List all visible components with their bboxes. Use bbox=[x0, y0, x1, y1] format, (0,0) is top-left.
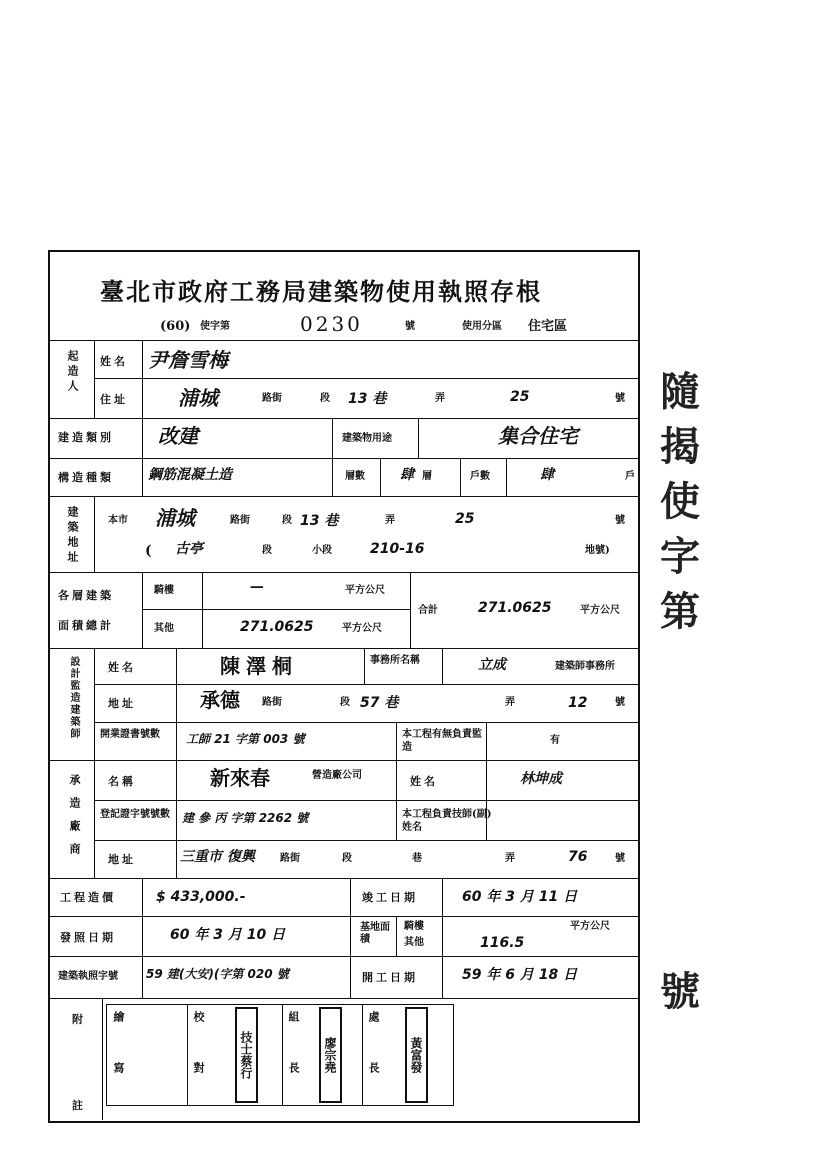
category-value: 改建 bbox=[158, 424, 198, 448]
applicant-name-label: 姓名 bbox=[100, 355, 128, 368]
site-area-sub-2: 其他 bbox=[404, 937, 424, 948]
cost-value: $ 433,000.- bbox=[156, 889, 246, 905]
structure-label: 構造種類 bbox=[58, 471, 114, 484]
contractor-name-label: 名稱 bbox=[108, 775, 136, 788]
annex-unit: 平方公尺 bbox=[345, 585, 385, 596]
permit-ref-label: 建築執照字號 bbox=[58, 971, 118, 982]
other-label: 其他 bbox=[154, 623, 174, 634]
stamp-head: 黃富發 bbox=[405, 1007, 428, 1103]
zone-label: 使用分區 bbox=[462, 321, 502, 332]
sig-col-chief: 組長 bbox=[287, 1011, 300, 1113]
start-label: 開工日期 bbox=[362, 971, 418, 984]
site-open-paren: ( bbox=[145, 543, 152, 559]
note-label-2: 註 bbox=[72, 1099, 86, 1112]
use-value: 集合住宅 bbox=[498, 424, 578, 448]
architect-addr-road: 路街 bbox=[262, 697, 282, 708]
permit-form bbox=[48, 250, 640, 1123]
permit-number: 0230 bbox=[300, 312, 363, 336]
total-label: 合計 bbox=[418, 605, 438, 616]
applicant-name: 尹詹雪梅 bbox=[148, 348, 228, 372]
stamp-technician: 技士蔡行 bbox=[235, 1007, 258, 1103]
stamp-chief: 廖宗堯 bbox=[319, 1007, 342, 1103]
margin-glyph: 使 bbox=[660, 478, 700, 525]
issue-value: 60 年 3 月 10 日 bbox=[170, 927, 286, 943]
architect-addr-hao: 號 bbox=[615, 697, 625, 708]
sig-col-draft: 繪寫 bbox=[112, 1011, 125, 1113]
other-value: 271.0625 bbox=[240, 619, 314, 635]
margin-glyph: 揭 bbox=[660, 423, 700, 470]
contractor-tech-label: 本工程負責技師(副)姓名 bbox=[402, 809, 492, 833]
floors-unit: 層 bbox=[422, 471, 432, 482]
architect-supervisor-label: 本工程有無負責監造 bbox=[402, 729, 482, 753]
architect-name: 陳澤桐 bbox=[220, 654, 298, 678]
households-value: 肆 bbox=[540, 467, 554, 483]
contractor-addr-label: 地址 bbox=[108, 853, 136, 866]
architect-name-label: 姓名 bbox=[108, 661, 136, 674]
other-unit: 平方公尺 bbox=[342, 623, 382, 634]
contractor-addr-road: 路街 bbox=[280, 853, 300, 864]
site-city: 本市 bbox=[108, 515, 128, 526]
sig-col-head: 處長 bbox=[367, 1011, 380, 1113]
permit-suffix: 號 bbox=[405, 321, 415, 332]
total-value: 271.0625 bbox=[478, 600, 552, 616]
households-label: 戶數 bbox=[470, 471, 490, 482]
contractor-person: 林坤成 bbox=[520, 771, 562, 787]
site-lane: 13 巷 bbox=[300, 513, 339, 529]
applicant-addr-road: 浦城 bbox=[178, 386, 218, 410]
permit-ref-value: 59 建(大安)(字第 020 號 bbox=[146, 967, 289, 981]
architect-office-value: 立成 bbox=[478, 657, 506, 673]
site-road: 浦城 bbox=[155, 506, 195, 530]
architect-addr: 承德 bbox=[200, 688, 240, 712]
architect-addr-alley: 弄 bbox=[505, 697, 515, 708]
architect-addr-no: 12 bbox=[568, 695, 588, 711]
zone-value: 住宅區 bbox=[528, 319, 568, 334]
site-area-value: 116.5 bbox=[480, 935, 525, 951]
site-area-sub-1: 騎樓 bbox=[404, 921, 424, 932]
contractor-reg-label: 登記證字號號數 bbox=[100, 809, 170, 820]
contractor-name: 新來春 bbox=[210, 766, 270, 790]
use-label: 建築物用途 bbox=[342, 433, 392, 444]
annex-value: — bbox=[250, 579, 264, 595]
structure-value: 鋼筋混凝土造 bbox=[148, 467, 232, 483]
contractor-addr: 三重市 復興 bbox=[180, 849, 255, 865]
contractor-section: 承造廠商 bbox=[68, 774, 81, 866]
area-label-1: 各層建築 bbox=[58, 589, 114, 602]
site-area-unit: 平方公尺 bbox=[570, 921, 610, 932]
site-area-label: 基地面積 bbox=[360, 922, 390, 945]
applicant-section: 起造人 bbox=[66, 350, 79, 395]
done-value: 60 年 3 月 11 日 bbox=[462, 889, 578, 905]
contractor-addr-hao: 號 bbox=[615, 853, 625, 864]
architect-addr-seg: 段 bbox=[340, 697, 350, 708]
architect-office-suffix: 建築師事務所 bbox=[555, 661, 615, 672]
site-land-section: 古亭 bbox=[175, 541, 203, 557]
site-alley: 弄 bbox=[385, 515, 395, 526]
site-land-no: 210-16 bbox=[370, 541, 425, 557]
site-land-suffix: 地號) bbox=[585, 545, 610, 556]
contractor-reg-value: 建 參 丙 字第 2262 號 bbox=[182, 811, 309, 825]
start-value: 59 年 6 月 18 日 bbox=[462, 967, 578, 983]
signature-grid bbox=[106, 1004, 454, 1113]
architect-addr-lane: 57 巷 bbox=[360, 695, 399, 711]
applicant-addr-alley: 弄 bbox=[435, 393, 445, 404]
site-land-subseg: 小段 bbox=[312, 545, 332, 556]
site-hao: 號 bbox=[615, 515, 625, 526]
done-label: 竣工日期 bbox=[362, 891, 418, 904]
margin-glyph: 第 bbox=[660, 588, 700, 635]
contractor-addr-alley: 弄 bbox=[505, 853, 515, 864]
architect-reg-value: 工師 21 字第 003 號 bbox=[186, 732, 305, 746]
architect-addr-label: 地址 bbox=[108, 697, 136, 710]
architect-section: 設計監造建築師 bbox=[68, 656, 79, 740]
issue-label: 發照日期 bbox=[60, 931, 116, 944]
site-no: 25 bbox=[455, 511, 475, 527]
annex-label: 騎樓 bbox=[154, 585, 174, 596]
architect-reg-label: 開業證書號數 bbox=[100, 729, 160, 740]
architect-office-label: 事務所名稱 bbox=[370, 655, 420, 666]
site-seg: 段 bbox=[282, 515, 292, 526]
contractor-addr-lane: 巷 bbox=[412, 853, 422, 864]
permit-year: (60) bbox=[160, 319, 191, 334]
floors-value: 肆 bbox=[400, 467, 414, 483]
floors-label: 層數 bbox=[345, 471, 365, 482]
contractor-addr-seg: 段 bbox=[342, 853, 352, 864]
contractor-addr-no: 76 bbox=[568, 849, 588, 865]
margin-glyph: 隨 bbox=[660, 368, 700, 415]
margin-glyph: 號 bbox=[660, 968, 700, 1015]
applicant-addr-label: 住址 bbox=[100, 393, 128, 406]
total-unit: 平方公尺 bbox=[580, 605, 620, 616]
permit-prefix: 使字第 bbox=[200, 321, 230, 332]
sig-col-check: 校對 bbox=[192, 1011, 205, 1113]
area-label-2: 面積總計 bbox=[58, 619, 114, 632]
margin-glyph: 字 bbox=[660, 533, 700, 580]
form-title: 臺北市政府工務局建築物使用執照存根 bbox=[100, 277, 542, 306]
households-unit: 戶 bbox=[625, 471, 635, 482]
applicant-addr-lane: 13 巷 bbox=[348, 391, 387, 407]
applicant-addr-hao: 號 bbox=[615, 393, 625, 404]
site-road-unit: 路街 bbox=[230, 515, 250, 526]
architect-supervisor-value: 有 bbox=[550, 735, 560, 746]
site-land-seg: 段 bbox=[262, 545, 272, 556]
contractor-person-label: 姓名 bbox=[410, 775, 438, 788]
applicant-addr-seg: 段 bbox=[320, 393, 330, 404]
applicant-addr-no: 25 bbox=[510, 389, 530, 405]
applicant-addr-road-unit: 路街 bbox=[262, 393, 282, 404]
site-section: 建築地址 bbox=[66, 506, 79, 566]
category-label: 建造類別 bbox=[58, 431, 114, 444]
note-label-1: 附 bbox=[72, 1013, 86, 1026]
contractor-name-suffix: 營造廠公司 bbox=[312, 770, 362, 781]
cost-label: 工程造價 bbox=[60, 891, 116, 904]
